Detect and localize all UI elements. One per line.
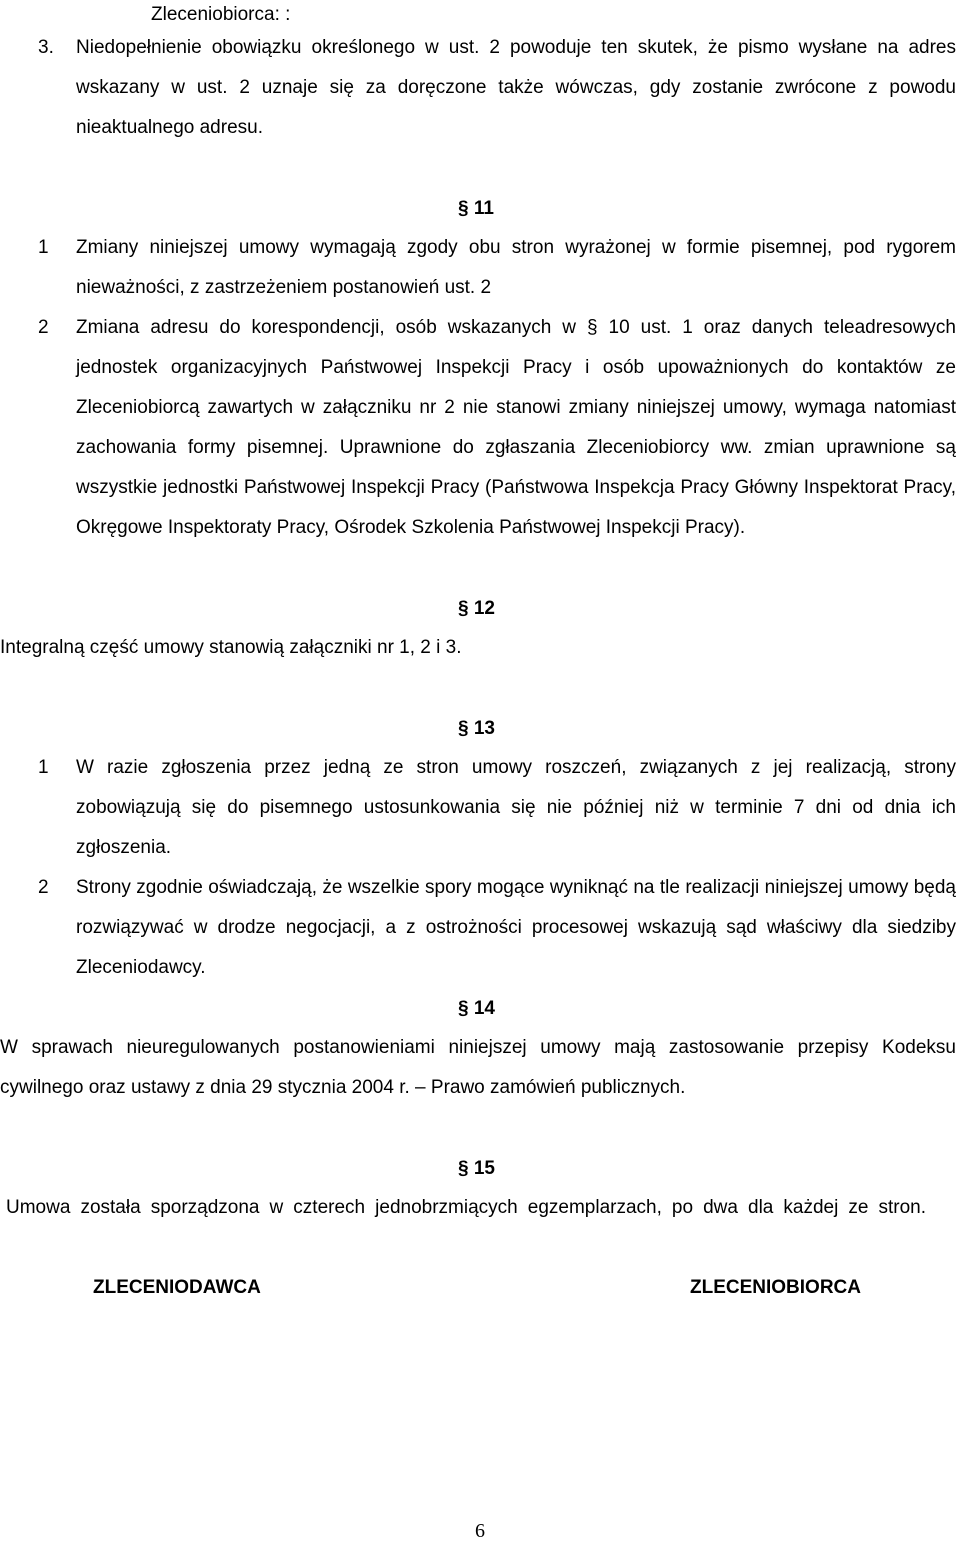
item-3-number: 3. xyxy=(38,37,54,58)
s13-p2-line-3: Zleceniodawcy. xyxy=(76,957,206,978)
s13-p2-line-1: Strony zgodnie oświadczają, że wszelkie spory mogące wyniknąć na tle realizacji niniejszej umowy będą xyxy=(76,877,956,898)
s11-p2-line-3: Zleceniobiorcą zawartych w załączniku nr 2 nie stanowi zmiany niniejszej umowy, wymaga natomiast xyxy=(76,397,956,418)
s11-p2-line-2: jednostek organizacyjnych Państwowej Inspekcji Pracy i osób upoważnionych do kontaktów ze xyxy=(76,357,956,378)
s11-p1-line-2: nieważności, z zastrzeżeniem postanowień ust. 2 xyxy=(76,277,492,298)
signature-zleceniodawca: ZLECENIODAWCA xyxy=(93,1277,261,1298)
s11-p2-line-5: wszystkie jednostki Państwowej Inspekcji Pracy (Państwowa Inspekcja Pracy Główny Inspektorat Pracy, xyxy=(76,477,956,498)
s11-p2-number: 2 xyxy=(38,317,49,338)
signature-zleceniobiorca: ZLECENIOBIORCA xyxy=(690,1277,861,1298)
item-3-line-1: Niedopełnienie obowiązku określonego w ust. 2 powoduje ten skutek, że pismo wysłane na adres xyxy=(76,37,956,58)
s14-line-2: cywilnego oraz ustawy z dnia 29 stycznia 2004 r. – Prawo zamówień publicznych. xyxy=(0,1077,686,1098)
s13-p1-line-1: W razie zgłoszenia przez jedną ze stron umowy roszczeń, związanych z jej realizacją, strony xyxy=(76,757,956,778)
item-3-line-3: nieaktualnego adresu. xyxy=(76,117,263,138)
s11-p1-number: 1 xyxy=(38,237,49,258)
s11-p1-line-1: Zmiany niniejszej umowy wymagają zgody obu stron wyrażonej w formie pisemnej, pod rygorem xyxy=(76,237,956,258)
s14-line-1: W sprawach nieuregulowanych postanowieniami niniejszej umowy mają zastosowanie przepisy Kodeksu xyxy=(0,1037,956,1058)
s13-p2-line-2: rozwiązywać w drodze negocjacji, a z ostrożności procesowej wskazują sąd właściwy dla siedziby xyxy=(76,917,956,938)
s15-text: Umowa została sporządzona w czterech jednobrzmiących egzemplarzach, po dwa dla każdej ze stron. xyxy=(6,1197,926,1218)
s11-p2-line-6: Okręgowe Inspektoraty Pracy, Ośrodek Szkolenia Państwowej Inspekcji Pracy). xyxy=(76,517,746,538)
s11-p2-line-1: Zmiana adresu do korespondencji, osób wskazanych w § 10 ust. 1 oraz danych teleadresowych xyxy=(76,317,956,338)
s12-text: Integralną część umowy stanowią załączniki nr 1, 2 i 3. xyxy=(0,637,462,658)
s13-p1-line-3: zgłoszenia. xyxy=(76,837,172,858)
item-3-line-2: wskazany w ust. 2 uznaje się za doręczone także wówczas, gdy zostanie zwrócone z powodu xyxy=(76,77,956,98)
section-15-heading: § 15 xyxy=(458,1158,495,1179)
section-14-heading: § 14 xyxy=(458,998,495,1019)
page-number: 6 xyxy=(475,1520,485,1542)
s11-p2-line-4: zachowania formy pisemnej. Uprawnione do zgłaszania Zleceniobiorcy ww. zmian uprawnione są xyxy=(76,437,956,458)
section-13-heading: § 13 xyxy=(458,718,495,739)
s13-p1-line-2: zobowiązują się do pisemnego ustosunkowania się nie później niż w terminie 7 dni od dnia ich xyxy=(76,797,956,818)
section-11-heading: § 11 xyxy=(458,198,494,219)
section-12-heading: § 12 xyxy=(458,598,495,619)
s13-p1-number: 1 xyxy=(38,757,49,778)
top-line: Zleceniobiorca: : xyxy=(151,4,291,25)
s13-p2-number: 2 xyxy=(38,877,49,898)
